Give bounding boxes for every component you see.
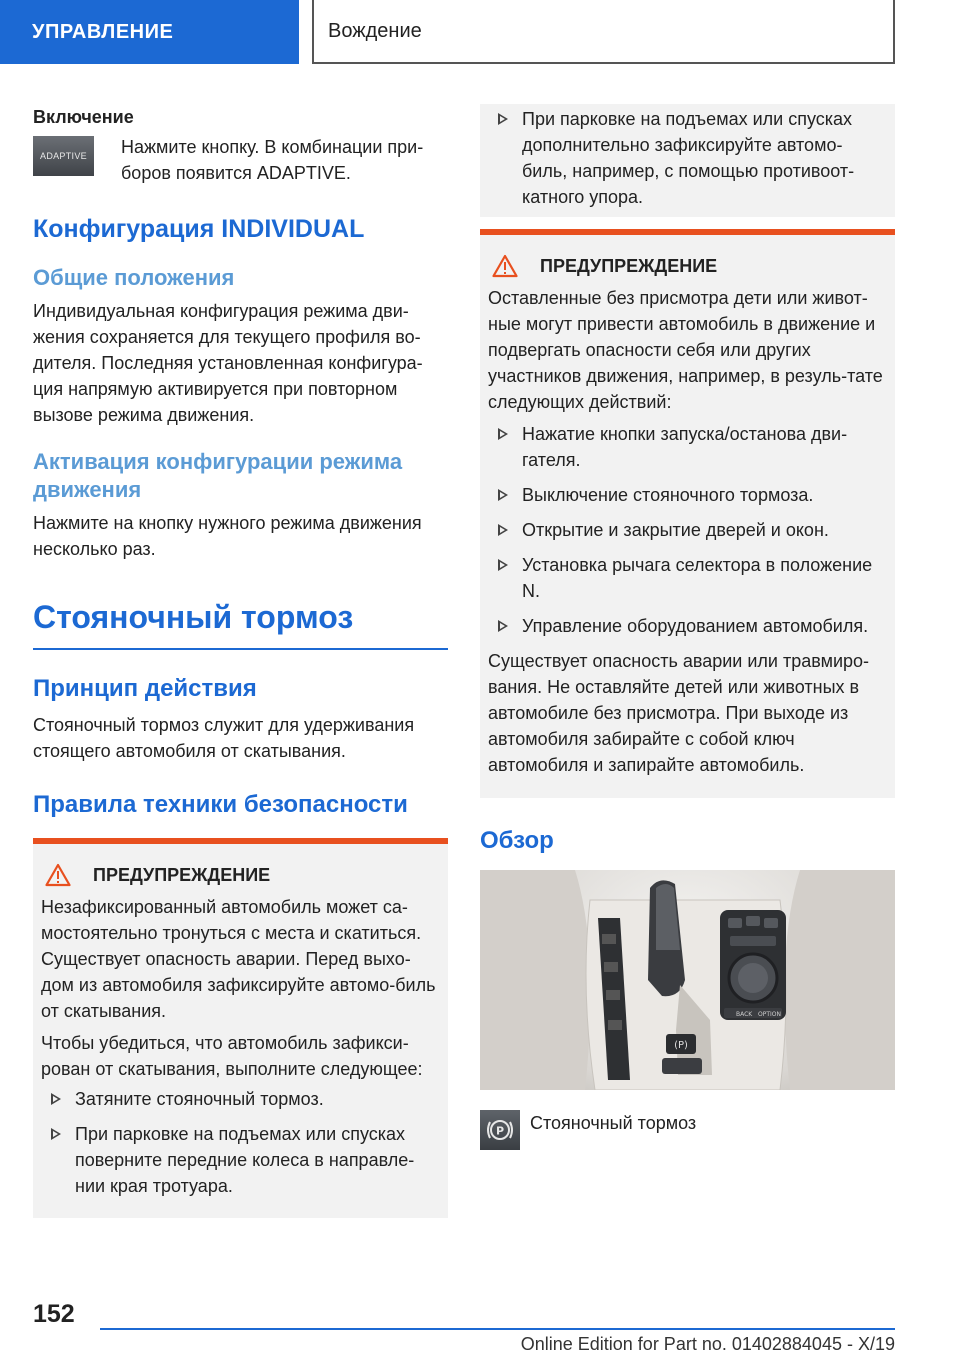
bullet-triangle-icon: [498, 428, 508, 440]
chapter-tab[interactable]: УПРАВЛЕНИЕ: [0, 0, 299, 64]
back-label: BACK: [736, 1011, 753, 1018]
enable-text: Нажмите кнопку. В комбинации при-боров появится ADAPTIVE.: [121, 137, 424, 183]
list-item: Нажатие кнопки запуска/останова дви-гателя.: [488, 421, 887, 473]
page-number: 152: [33, 1300, 75, 1328]
parking-brake-row: [480, 1110, 895, 1150]
warning-title-text: ПРЕДУПРЕЖДЕНИЕ: [540, 255, 718, 276]
adaptive-button-icon: ADAPTIVE: [33, 136, 94, 176]
warning-triangle-icon: [45, 863, 71, 887]
warning-title: [488, 251, 887, 281]
warning-triangle-icon: [492, 254, 518, 278]
continued-list: [488, 106, 887, 210]
warning-text-1: Оставленные без присмотра дети или живот-ные могут привести автомобиль в движение и подвергать опасности себя или других участников движения, например, в резуль-тате следующих действий:: [488, 288, 883, 412]
general-heading: Общие положения: [33, 265, 235, 290]
footer-edition: Online Edition for Part no. 01402884045 - X/19: [520, 1334, 895, 1354]
warning-box-1: [33, 838, 448, 1218]
bullet-triangle-icon: [51, 1128, 61, 1140]
list-item: При парковке на подъемах или спусках дополнительно зафиксируйте автомо-биль, например, с помощью противоот-катного упора.: [488, 106, 887, 210]
continued-box: [480, 104, 895, 217]
parking-brake-label: Стояночный тормоз: [530, 1113, 697, 1133]
bullet-triangle-icon: [498, 113, 508, 125]
list-item: Установка рычага селектора в положение N.: [488, 552, 887, 604]
warning-list: [488, 421, 887, 639]
left-column: [33, 104, 448, 1218]
section-title: Вождение: [312, 0, 895, 64]
config-heading: Конфигурация INDIVIDUAL: [33, 215, 365, 243]
parking-brake-heading: Стояночный тормоз: [33, 599, 354, 635]
general-text: Индивидуальная конфигурация режима дви-жения сохраняется для текущего профиля во-дителя. Последняя установленная конфигура-ция напрямую активируется при повторном вызове режима движения.: [33, 301, 423, 425]
bullet-triangle-icon: [498, 489, 508, 501]
bullet-triangle-icon: [51, 1093, 61, 1105]
list-item: Затяните стояночный тормоз.: [41, 1086, 440, 1112]
right-column: [480, 104, 895, 1150]
parking-brake-icon: [480, 1110, 520, 1150]
list-item: При парковке на подъемах или спусках поверните передние колеса в направле-нии края тротуара.: [41, 1121, 440, 1199]
warning-text-2: Чтобы убедиться, что автомобиль зафикси-рован от скатывания, выполните следующее:: [41, 1033, 423, 1079]
option-label: OPTION: [758, 1011, 781, 1018]
principle-heading: Принцип действия: [33, 675, 257, 702]
list-item: Выключение стояночного тормоза.: [488, 482, 887, 508]
principle-text: Стояночный тормоз служит для удерживания стоящего автомобиля от скатывания.: [33, 715, 415, 761]
list-item: Управление оборудованием автомобиля.: [488, 613, 887, 639]
enable-heading: Включение: [33, 107, 134, 127]
bullet-triangle-icon: [498, 559, 508, 571]
activation-text: Нажмите на кнопку нужного режима движения несколько раз.: [33, 513, 422, 559]
warning-title: [41, 860, 440, 890]
safety-heading: Правила техники безопасности: [33, 791, 408, 818]
activation-heading: Активация конфигурации режима движения: [33, 449, 403, 502]
warning-box-2: [480, 229, 895, 798]
center-console-photo: [480, 870, 895, 1090]
bullet-triangle-icon: [498, 524, 508, 536]
warning-text-1: Незафиксированный автомобиль может са-мостоятельно тронуться с места и скатиться. Существует опасность аварии. Перед выхо-дом из автомобиля зафиксируйте автомо-биль от скатывания.: [41, 897, 436, 1021]
console-illustration: [480, 870, 895, 1090]
svg-text:(P): (P): [674, 1040, 688, 1051]
adaptive-row: [33, 134, 448, 186]
warning-title-text: ПРЕДУПРЕЖДЕНИЕ: [93, 864, 271, 885]
bullet-triangle-icon: [498, 620, 508, 632]
overview-heading: Обзор: [480, 827, 554, 854]
warning-list: [41, 1086, 440, 1199]
footer-rule: [100, 1328, 895, 1330]
list-item: Открытие и закрытие дверей и окон.: [488, 517, 887, 543]
warning-text-2: Существует опасность аварии или травмиро-вания. Не оставляйте детей или животных в автомобиле без присмотра. При выходе из автомобиля забирайте с собой ключ автомобиля и запирайте автомобиль.: [488, 651, 870, 775]
svg-text:P: P: [495, 1124, 505, 1138]
